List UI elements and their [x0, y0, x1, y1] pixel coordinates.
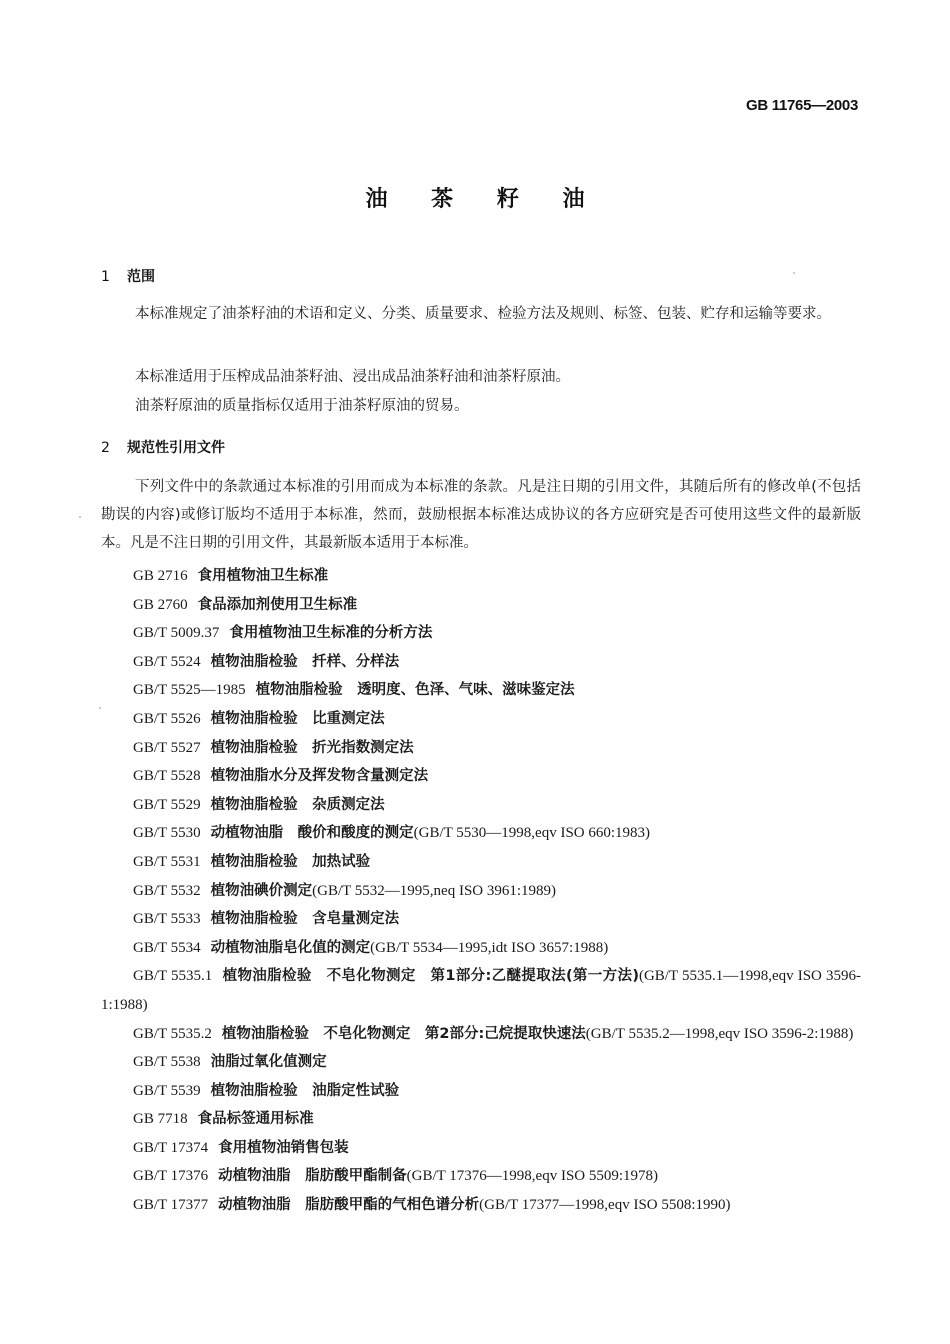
reference-item: [101, 734, 861, 763]
reference-title: 动植物油脂皂化值的测定: [210, 939, 371, 956]
reference-code: GB/T 5533: [133, 911, 201, 928]
reference-item: [101, 1162, 861, 1191]
scan-speck: [79, 516, 81, 518]
scope-paragraph-1: 本标准规定了油茶籽油的术语和定义、分类、质量要求、检验方法及规则、标签、包装、贮存和运输等要求。: [135, 306, 831, 322]
references-intro-paragraph: 下列文件中的条款通过本标准的引用而成为本标准的条款。凡是注日期的引用文件，其随后所有的修改单(不包括勘误的内容)或修订版均不适用于本标准，然而，鼓励根据本标准达成协议的各方应研究是否可使用这些文件的最新版本。凡是不注日期的引用文件，其最新版本适用于本标准。: [101, 479, 861, 551]
reference-code: GB/T 5531: [133, 853, 201, 870]
section-number: 2: [101, 440, 110, 456]
reference-note: (GB/T 5532—1995,neq ISO 3961:1989): [312, 882, 557, 899]
reference-note: (GB/T 17376—1998,eqv ISO 5509:1978): [406, 1168, 659, 1185]
reference-note: (GB/T 5535.2—1998,eqv ISO 3596-2:1988): [585, 1025, 854, 1042]
reference-title: 食用植物油销售包装: [218, 1139, 349, 1156]
reference-title: 植物油脂检验 透明度、色泽、气味、滋味鉴定法: [255, 682, 575, 699]
reference-item: [101, 1020, 861, 1049]
reference-item: [101, 562, 861, 591]
reference-note: (GB/T 5534—1995,idt ISO 3657:1988): [370, 939, 609, 956]
reference-item: [101, 705, 861, 734]
reference-code: GB/T 5009.37: [133, 625, 220, 642]
reference-title: 食用植物油卫生标准: [197, 568, 329, 584]
section-heading-scope: [101, 266, 155, 286]
section-title: 规范性引用文件: [127, 440, 225, 456]
standard-code: GB 11765—2003: [745, 97, 858, 114]
reference-code: GB/T 5525—1985: [133, 682, 246, 699]
reference-item: [101, 791, 861, 820]
reference-code: GB 7718: [133, 1111, 188, 1128]
reference-title: 食品添加剂使用卫生标准: [197, 596, 358, 613]
reference-code: GB/T 5526: [133, 710, 201, 727]
reference-title: 植物油脂检验 不皂化物测定 第2部分:己烷提取快速法: [221, 1025, 586, 1042]
reference-title: 植物油脂检验 含皂量测定法: [210, 911, 400, 928]
reference-item: [101, 905, 861, 934]
reference-note: (GB/T 5530—1998,eqv ISO 660:1983): [413, 825, 651, 842]
reference-code: GB/T 5534: [133, 939, 201, 956]
reference-code: GB/T 5532: [133, 882, 201, 899]
reference-item: [101, 934, 861, 963]
document-title: 油 茶 籽 油: [365, 187, 603, 212]
reference-item: [101, 1077, 861, 1106]
reference-code: GB 2716: [133, 568, 188, 584]
reference-code: GB/T 5538: [133, 1054, 201, 1071]
reference-code: GB/T 17374: [133, 1139, 209, 1156]
reference-item: [101, 877, 861, 906]
section-number: 1: [101, 269, 110, 285]
reference-code: GB/T 5535.1: [133, 968, 213, 985]
reference-item: [101, 1105, 861, 1134]
reference-item: [101, 1134, 861, 1163]
reference-code: GB/T 5524: [133, 653, 201, 670]
reference-item: [101, 591, 861, 620]
reference-code: GB/T 17376: [133, 1168, 209, 1185]
scan-speck: [793, 272, 795, 274]
reference-title: 植物油脂检验 不皂化物测定 第1部分:乙醚提取法(第一方法): [222, 968, 639, 985]
reference-item: [101, 648, 861, 677]
reference-note: (GB/T 5535.1—1998,eqv ISO 3596-1:1988): [101, 968, 861, 1013]
scope-paragraph-3: 油茶籽原油的质量指标仅适用于油茶籽原油的贸易。: [135, 398, 469, 414]
reference-title: 植物油脂检验 加热试验: [210, 853, 371, 870]
reference-title: 动植物油脂 脂肪酸甲酯的气相色谱分析: [218, 1197, 480, 1214]
reference-title: 食用植物油卫生标准的分析方法: [229, 625, 433, 642]
reference-item: [101, 676, 861, 705]
reference-item: [101, 962, 861, 1019]
reference-title: 动植物油脂 脂肪酸甲酯制备: [218, 1168, 407, 1185]
reference-title: 植物油碘价测定: [210, 882, 313, 899]
reference-code: GB/T 5529: [133, 796, 201, 813]
reference-title: 油脂过氧化值测定: [210, 1054, 327, 1071]
scan-speck: [99, 707, 101, 709]
reference-code: GB/T 5539: [133, 1082, 201, 1099]
reference-code: GB/T 5530: [133, 825, 201, 842]
reference-list: [101, 562, 861, 1220]
reference-title: 植物油脂检验 折光指数测定法: [210, 739, 414, 756]
section-title: 范围: [127, 269, 155, 285]
reference-code: GB/T 5535.2: [133, 1025, 212, 1042]
reference-item: [101, 762, 861, 791]
reference-code: GB/T 5528: [133, 768, 201, 785]
reference-item: [101, 819, 861, 848]
reference-title: 植物油脂检验 扦样、分样法: [210, 653, 400, 670]
scope-paragraph-2: 本标准适用于压榨成品油茶籽油、浸出成品油茶籽油和油茶籽原油。: [135, 369, 570, 385]
reference-item: [101, 619, 861, 648]
reference-note: (GB/T 17377—1998,eqv ISO 5508:1990): [479, 1197, 731, 1214]
reference-title: 植物油脂检验 杂质测定法: [210, 796, 385, 813]
reference-item: [101, 1191, 861, 1220]
reference-title: 食品标签通用标准: [197, 1111, 314, 1128]
reference-item: [101, 848, 861, 877]
reference-code: GB 2760: [133, 596, 188, 613]
reference-code: GB/T 5527: [133, 739, 201, 756]
reference-title: 植物油脂检验 油脂定性试验: [210, 1082, 400, 1099]
reference-item: [101, 1048, 861, 1077]
reference-title: 动植物油脂 酸价和酸度的测定: [210, 825, 414, 842]
section-heading-normative-references: [101, 437, 225, 457]
reference-title: 植物油脂水分及挥发物含量测定法: [210, 768, 429, 785]
reference-code: GB/T 17377: [133, 1197, 209, 1214]
reference-title: 植物油脂检验 比重测定法: [210, 710, 385, 727]
